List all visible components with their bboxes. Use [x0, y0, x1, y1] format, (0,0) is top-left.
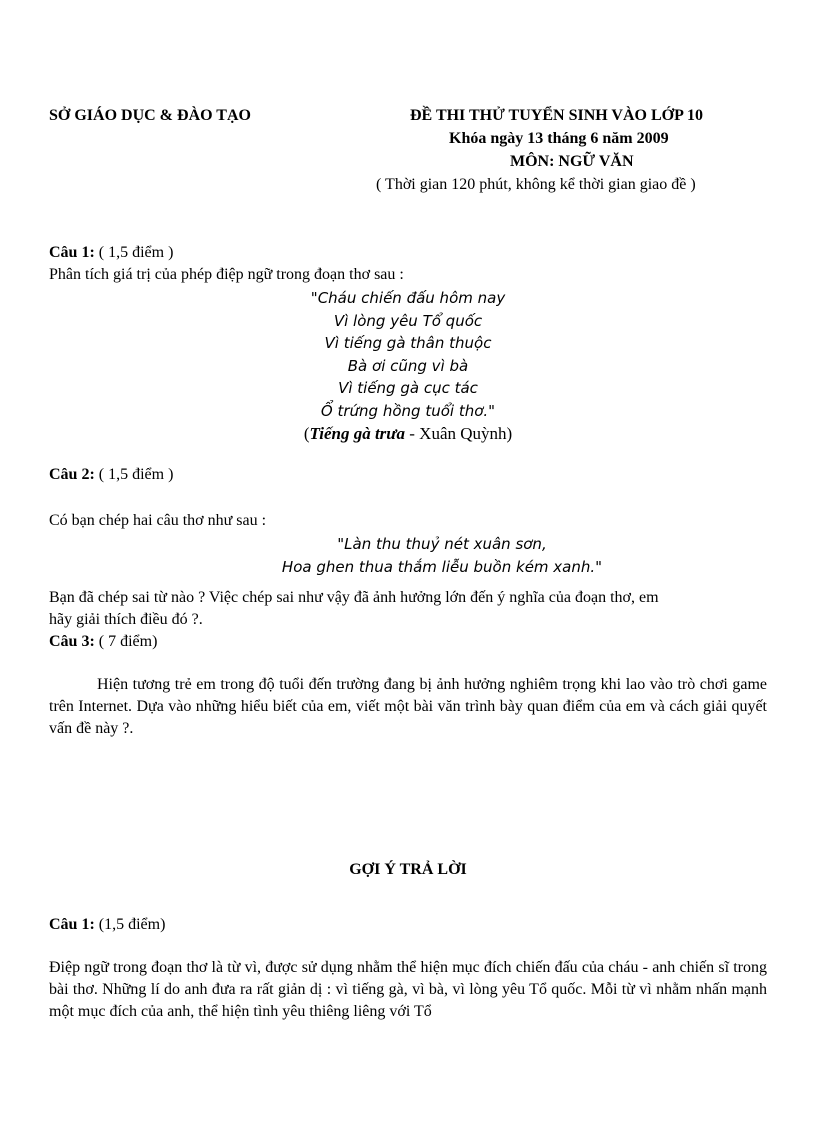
answer-1-text: Điệp ngữ trong đoạn thơ là từ vì, được sử dụng nhằm thể hiện mục đích chiến đấu của cháu - anh chiến sĩ trong bài thơ. Những lí do anh đưa ra rất giản dị : vì tiếng gà, vì bà, vì lòng yêu Tổ quốc. Mỗi từ vì nhằm nhấn mạnh một mục đích của anh, thể hiện tình yêu thiêng liêng với Tổ	[49, 959, 767, 1020]
question-3-heading	[49, 632, 157, 652]
answer-1-label: Câu 1:	[49, 916, 95, 933]
poem-line: Vì tiếng gà thân thuộc	[324, 334, 492, 352]
question-2-label: Câu 2:	[49, 466, 95, 483]
department-name: SỞ GIÁO DỤC & ĐÀO TẠO	[49, 107, 251, 124]
question-3-label: Câu 3:	[49, 633, 95, 650]
exam-duration: ( Thời gian 120 phút, không kể thời gian giao đề )	[376, 176, 696, 193]
poem-source: (Tiếng gà trưa - Xuân Quỳnh)	[303, 424, 513, 443]
question-1-points: ( 1,5 điểm )	[94, 244, 174, 261]
question-2-points: ( 1,5 điểm )	[94, 466, 174, 483]
question-2-intro: Có bạn chép hai câu thơ như sau :	[49, 512, 267, 529]
question-2-text-line-1: Bạn đã chép sai từ nào ? Việc chép sai như vậy đã ảnh hưởng lớn đến ý nghĩa của đoạn thơ, em	[49, 589, 659, 606]
poem-line: Vì tiếng gà cục tác	[338, 379, 478, 397]
poem-line: "Cháu chiến đấu hôm nay	[310, 289, 506, 307]
answer-1-heading	[49, 915, 165, 935]
question-2-text-line-2: hãy giải thích điều đó ?.	[49, 611, 203, 628]
poem-line: Bà ơi cũng vì bà	[347, 356, 469, 375]
question-2-poem	[34, 533, 816, 578]
exam-title: ĐỀ THI THỬ TUYỂN SINH VÀO LỚP 10	[410, 107, 703, 124]
question-1-prompt: Phân tích giá trị của phép điệp ngữ trong đoạn thơ sau :	[49, 266, 404, 283]
question-2-heading	[49, 465, 173, 485]
poem-line: "Làn thu thuỷ nét xuân sơn,	[337, 535, 547, 553]
answer-heading: GỢI Ý TRẢ LỜI	[349, 861, 467, 878]
question-3-text: Hiện tương trẻ em trong độ tuổi đến trường đang bị ảnh hưởng nghiêm trọng khi lao vào trò chơi game trên Internet. Dựa vào những hiểu biết của em, viết một bài văn trình bày quan điểm của em và cách giải quyết vấn đề này ?.	[49, 676, 767, 737]
question-1-heading	[49, 243, 173, 263]
poem-line: Ổ trứng hồng tuổi thơ."	[320, 401, 496, 420]
poem-source-title: Tiếng gà trưa	[309, 424, 405, 443]
exam-date: Khóa ngày 13 tháng 6 năm 2009	[449, 130, 669, 147]
exam-subject: MÔN: NGỮ VĂN	[510, 153, 634, 170]
poem-line: Hoa ghen thua thắm liễu buồn kém xanh."	[281, 557, 603, 576]
poem-line: Vì lòng yêu Tổ quốc	[333, 311, 483, 330]
answer-1-points: (1,5 điểm)	[94, 916, 166, 933]
question-3-points: ( 7 điểm)	[94, 633, 158, 650]
question-1-label: Câu 1:	[49, 244, 95, 261]
poem-source-author: - Xuân Quỳnh)	[405, 424, 513, 443]
question-1-poem	[0, 287, 816, 422]
